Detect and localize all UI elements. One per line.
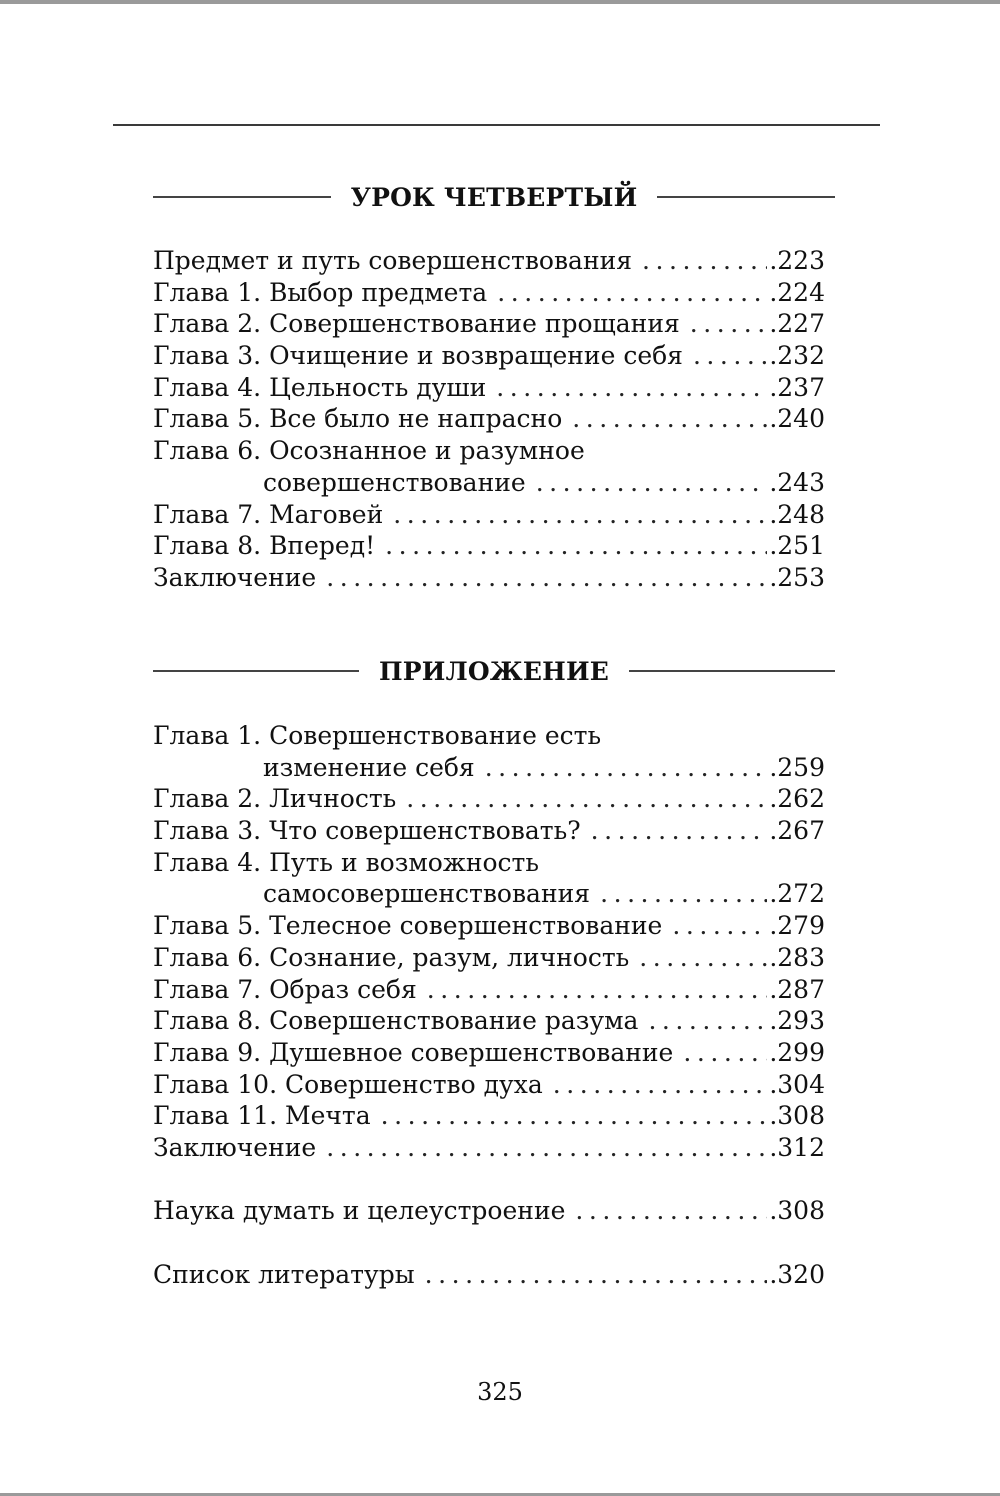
toc-entry-first-line[interactable] — [153, 720, 825, 752]
toc-entry[interactable] — [153, 942, 825, 974]
dot-leader — [591, 815, 768, 847]
page-frame-top — [0, 0, 1000, 4]
toc-entry-page: .232 — [769, 341, 825, 371]
toc-entry[interactable] — [153, 1005, 825, 1037]
dot-leader — [572, 403, 767, 435]
toc-entry[interactable] — [153, 403, 825, 435]
toc-entry[interactable] — [153, 245, 825, 277]
toc-entry[interactable] — [153, 974, 825, 1006]
dot-leader — [575, 1195, 767, 1227]
toc-lesson-four — [153, 245, 825, 594]
dot-leader — [406, 783, 767, 815]
toc-entry[interactable] — [153, 1132, 825, 1164]
toc-entry-title: Заключение — [153, 562, 317, 592]
toc-entry-continuation[interactable] — [153, 467, 825, 499]
toc-entry-title: Глава 3. Очищение и возвращение себя — [153, 341, 683, 371]
dot-leader — [485, 752, 768, 784]
toc-entry-first-line[interactable] — [153, 435, 825, 467]
dot-leader — [425, 1259, 768, 1291]
toc-entry-page: .283 — [769, 942, 825, 972]
toc-entry-title: Глава 7. Маговей — [153, 499, 384, 529]
toc-entry-title-cont: изменение себя — [263, 752, 475, 782]
toc-entry-title: Глава 5. Все было не напрасно — [153, 404, 563, 434]
toc-entry[interactable] — [153, 1037, 825, 1069]
heading-rule-right — [629, 670, 835, 672]
toc-entry-page: .308 — [769, 1101, 825, 1131]
dot-leader — [393, 499, 767, 531]
toc-entry[interactable] — [153, 277, 825, 309]
toc-entry-title: Глава 4. Цельность души — [153, 372, 487, 402]
toc-entry-title: Глава 8. Вперед! — [153, 531, 376, 561]
toc-entry-title: Глава 1. Совершенствование есть — [153, 721, 602, 750]
dot-leader — [639, 942, 767, 974]
toc-entry-page: .251 — [769, 531, 825, 561]
toc-entry[interactable] — [153, 308, 825, 340]
toc-entry-title: Глава 9. Душевное совершенствование — [153, 1037, 674, 1067]
toc-entry-continuation[interactable] — [153, 878, 825, 910]
section-title: ПРИЛОЖЕНИЕ — [378, 656, 610, 686]
dot-leader — [385, 530, 767, 562]
dot-leader — [381, 1100, 768, 1132]
toc-entry-page: .253 — [769, 562, 825, 592]
header-rule — [113, 124, 880, 126]
heading-rule-left — [153, 670, 359, 672]
page-number: 325 — [477, 1378, 523, 1406]
dot-leader — [600, 878, 767, 910]
toc-entry-title: Глава 8. Совершенствование разума — [153, 1006, 639, 1036]
heading-rule-left — [153, 196, 331, 198]
spacer — [153, 1227, 825, 1259]
dot-leader — [497, 277, 767, 309]
toc-entry-title: Предмет и путь совершенствования — [153, 246, 633, 275]
toc-entry-page: .224 — [769, 277, 825, 307]
toc-entry-title: Глава 7. Образ себя — [153, 974, 417, 1004]
toc-entry-page: .320 — [769, 1259, 825, 1289]
toc-entry-continuation[interactable] — [153, 752, 825, 784]
toc-entry-title: Глава 11. Мечта — [153, 1101, 371, 1131]
toc-entry-title: Заключение — [153, 1132, 317, 1162]
toc-entry[interactable] — [153, 1069, 825, 1101]
dot-leader — [672, 910, 767, 942]
toc-entry-title-cont: совершенствование — [263, 467, 526, 497]
toc-entry[interactable] — [153, 815, 825, 847]
section-heading-lesson-four — [153, 177, 835, 217]
dot-leader — [642, 245, 767, 277]
toc-entry-title: Глава 2. Совершенствование прощания — [153, 309, 680, 339]
toc-entry[interactable] — [153, 562, 825, 594]
toc-entry[interactable] — [153, 1195, 825, 1227]
dot-leader — [427, 974, 768, 1006]
toc-entry[interactable] — [153, 1100, 825, 1132]
toc-entry-title: Список литературы — [153, 1259, 415, 1289]
toc-entry-page: .293 — [769, 1006, 825, 1036]
dot-leader — [683, 1037, 767, 1069]
toc-entry-title: Наука думать и целеустроение — [153, 1196, 566, 1226]
toc-entry-page: .240 — [769, 404, 825, 434]
toc-entry[interactable] — [153, 530, 825, 562]
toc-entry-title-cont: самосовершенствования — [263, 879, 591, 909]
toc-entry-first-line[interactable] — [153, 847, 825, 879]
toc-entry-page: .259 — [769, 752, 825, 782]
toc-entry[interactable] — [153, 372, 825, 404]
toc-entry-page: .287 — [769, 974, 825, 1004]
toc-entry-page: .272 — [769, 879, 825, 909]
dot-leader — [326, 562, 767, 594]
heading-rule-right — [657, 196, 835, 198]
dot-leader — [553, 1069, 768, 1101]
toc-entry-page: .262 — [769, 784, 825, 814]
section-title: УРОК ЧЕТВЕРТЫЙ — [350, 182, 638, 212]
toc-entry[interactable] — [153, 499, 825, 531]
toc-entry-title: Глава 6. Осознанное и разумное — [153, 436, 585, 466]
toc-entry-page: .248 — [769, 499, 825, 529]
toc-entry[interactable] — [153, 910, 825, 942]
toc-entry-title: Глава 2. Личность — [153, 784, 397, 814]
section-heading-appendix — [153, 651, 835, 691]
toc-entry-page: .299 — [769, 1037, 825, 1067]
toc-entry-title: Глава 6. Сознание, разум, личность — [153, 942, 630, 972]
spacer — [153, 1164, 825, 1196]
toc-entry-page: .304 — [769, 1069, 825, 1099]
toc-entry-title: Глава 10. Совершенство духа — [153, 1069, 543, 1099]
dot-leader — [690, 308, 768, 340]
dot-leader — [648, 1005, 767, 1037]
toc-entry-title: Глава 5. Телесное совершенствование — [153, 911, 663, 941]
dot-leader — [496, 372, 767, 404]
toc-entry-page: .223 — [769, 246, 825, 275]
toc-entry-page: .267 — [769, 816, 825, 846]
toc-entry-title: Глава 4. Путь и возможность — [153, 847, 539, 877]
toc-entry[interactable] — [153, 1259, 825, 1291]
toc-entry[interactable] — [153, 783, 825, 815]
toc-entry-page: .308 — [769, 1196, 825, 1226]
toc-entry-page: .243 — [769, 467, 825, 497]
toc-entry-page: .279 — [769, 911, 825, 941]
toc-entry-title: Глава 3. Что совершенствовать? — [153, 816, 581, 846]
toc-entry-page: .312 — [769, 1132, 825, 1162]
toc-entry-page: .237 — [769, 372, 825, 402]
dot-leader — [693, 340, 767, 372]
dot-leader — [326, 1132, 767, 1164]
toc-entry[interactable] — [153, 340, 825, 372]
dot-leader — [536, 467, 768, 499]
toc-entry-page: .227 — [769, 309, 825, 339]
toc-appendix — [153, 720, 825, 1290]
toc-entry-title: Глава 1. Выбор предмета — [153, 277, 488, 307]
